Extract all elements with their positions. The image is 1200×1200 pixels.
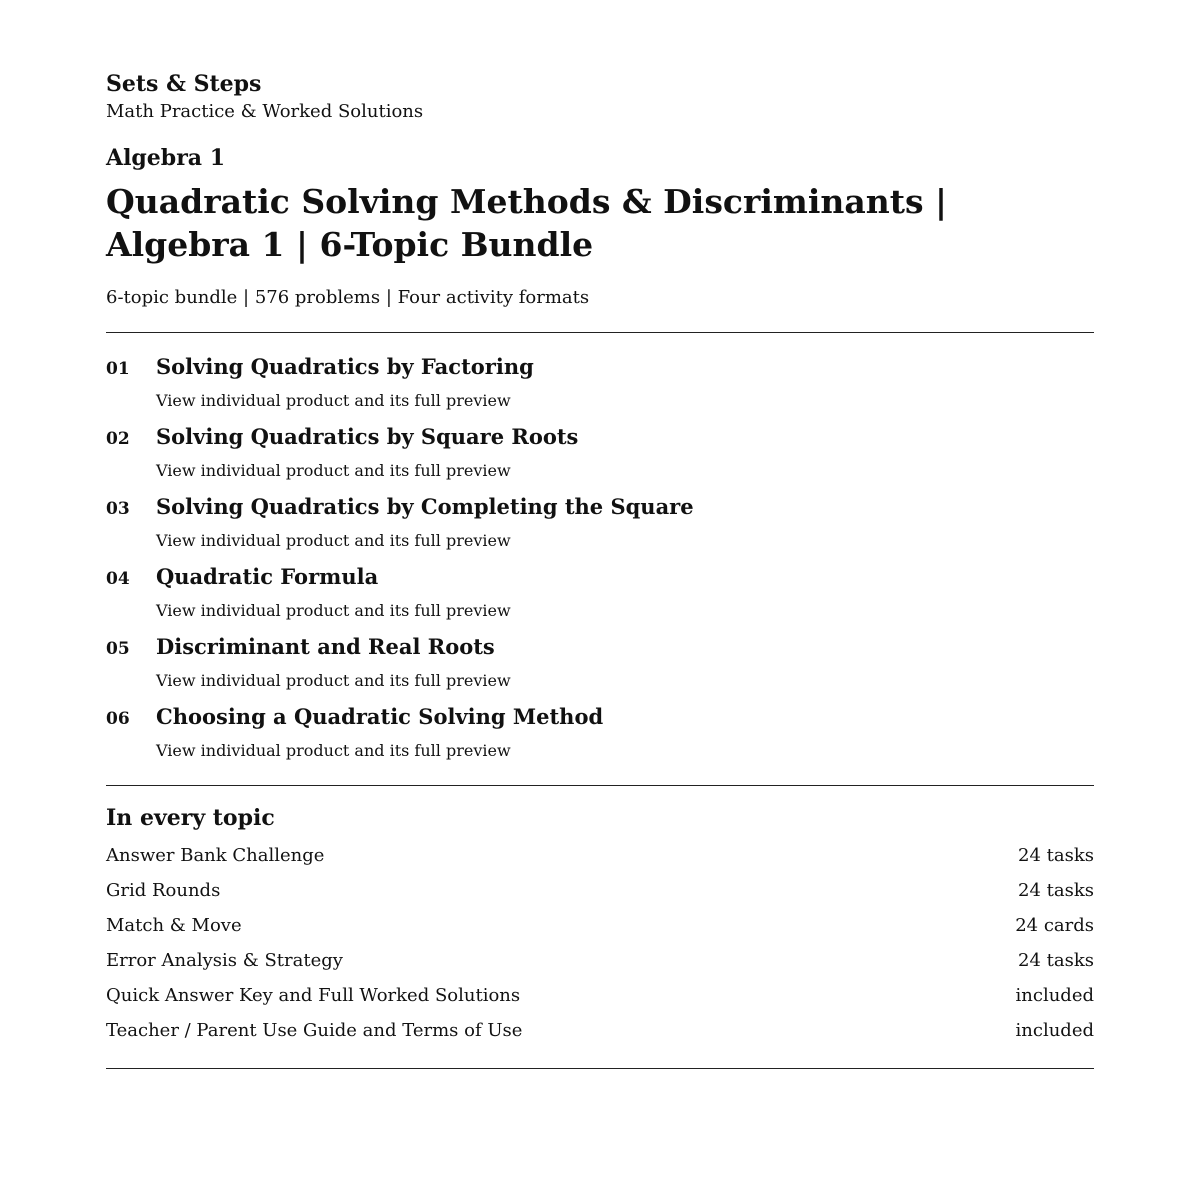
- product-meta: 6-topic bundle | 576 problems | Four activity formats: [106, 287, 590, 308]
- topic-number: 02: [106, 429, 130, 449]
- topic-item: [106, 703, 1094, 773]
- feature-value: 24 tasks: [1018, 880, 1094, 901]
- topic-list: [106, 333, 1094, 785]
- feature-row: [106, 949, 1094, 984]
- feature-value: included: [1015, 1020, 1094, 1041]
- topic-item: [106, 563, 1094, 633]
- brand-header: [106, 70, 1094, 124]
- every-topic-section: [106, 804, 1094, 1068]
- feature-value: 24 cards: [1015, 915, 1094, 936]
- topic-number: 03: [106, 499, 130, 519]
- topic-header: [106, 703, 1094, 737]
- feature-row: [106, 984, 1094, 1019]
- view-product-link[interactable]: View individual product and its full preview: [156, 671, 511, 690]
- feature-name: Answer Bank Challenge: [106, 845, 325, 866]
- topic-title: Solving Quadratics by Completing the Square: [156, 494, 694, 519]
- topic-header: [106, 633, 1094, 667]
- topic-title: Choosing a Quadratic Solving Method: [156, 704, 604, 729]
- feature-value: included: [1015, 985, 1094, 1006]
- divider: [106, 1068, 1094, 1069]
- feature-list: [106, 844, 1094, 1068]
- topic-item: [106, 633, 1094, 703]
- topic-number: 01: [106, 359, 130, 379]
- topic-title: Quadratic Formula: [156, 564, 379, 589]
- feature-row: [106, 1019, 1094, 1054]
- topic-header: [106, 563, 1094, 597]
- feature-name: Grid Rounds: [106, 880, 221, 901]
- topic-item: [106, 353, 1094, 423]
- feature-value: 24 tasks: [1018, 845, 1094, 866]
- topic-item: [106, 493, 1094, 563]
- topic-number: 04: [106, 569, 130, 589]
- divider: [106, 785, 1094, 786]
- view-product-link[interactable]: View individual product and its full preview: [156, 531, 511, 550]
- topic-title: Discriminant and Real Roots: [156, 634, 495, 659]
- section-heading: In every topic: [106, 805, 275, 831]
- topic-item: [106, 423, 1094, 493]
- feature-name: Teacher / Parent Use Guide and Terms of Use: [106, 1020, 523, 1041]
- topic-header: [106, 493, 1094, 527]
- feature-row: [106, 879, 1094, 914]
- feature-row: [106, 844, 1094, 879]
- view-product-link[interactable]: View individual product and its full preview: [156, 741, 511, 760]
- feature-name: Match & Move: [106, 915, 242, 936]
- feature-name: Quick Answer Key and Full Worked Solutions: [106, 985, 521, 1006]
- feature-value: 24 tasks: [1018, 950, 1094, 971]
- view-product-link[interactable]: View individual product and its full preview: [156, 601, 511, 620]
- subject-label: Algebra 1: [106, 145, 226, 171]
- feature-row: [106, 914, 1094, 949]
- topic-header: [106, 423, 1094, 457]
- topic-number: 05: [106, 639, 130, 659]
- view-product-link[interactable]: View individual product and its full preview: [156, 391, 511, 410]
- page-title: Quadratic Solving Methods & Discriminants | Algebra 1 | 6-Topic Bundle: [106, 182, 948, 264]
- feature-name: Error Analysis & Strategy: [106, 950, 343, 971]
- brand-tagline: Math Practice & Worked Solutions: [106, 101, 424, 122]
- brand-name: Sets & Steps: [106, 71, 262, 97]
- topic-title: Solving Quadratics by Square Roots: [156, 424, 579, 449]
- view-product-link[interactable]: View individual product and its full preview: [156, 461, 511, 480]
- topic-title: Solving Quadratics by Factoring: [156, 354, 534, 379]
- topic-number: 06: [106, 709, 130, 729]
- topic-header: [106, 353, 1094, 387]
